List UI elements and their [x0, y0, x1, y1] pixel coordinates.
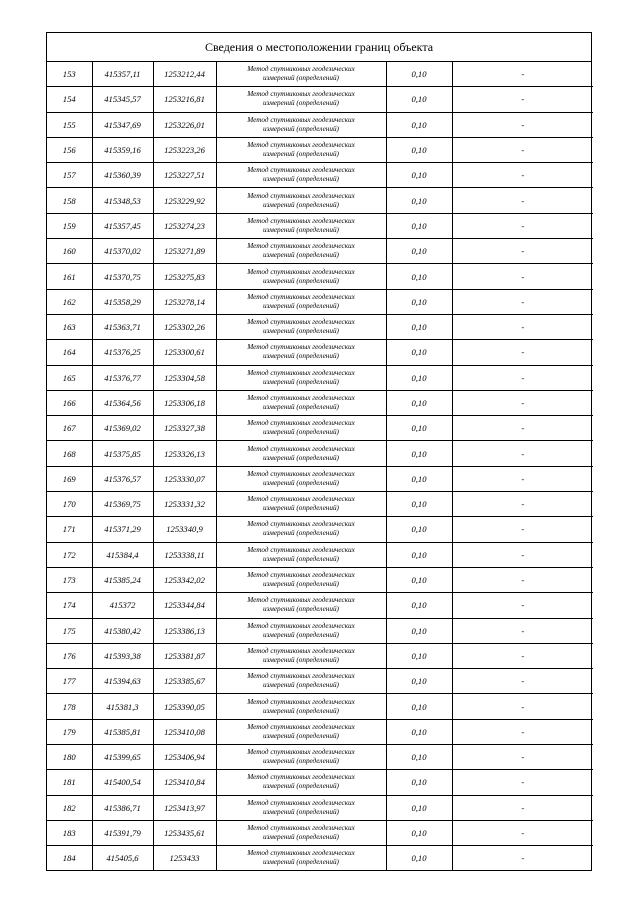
- accuracy-value: 0,10: [386, 795, 452, 820]
- coordinate-x: 415363,71: [92, 314, 153, 339]
- coordinate-y: 1253410,08: [153, 719, 216, 744]
- coordinate-y: 1253386,13: [153, 618, 216, 643]
- description-value: -: [452, 795, 593, 820]
- method-line-2: измерений (определений): [263, 706, 339, 715]
- point-number: 164: [47, 340, 92, 365]
- method-line-2: измерений (определений): [263, 807, 339, 816]
- description-value: -: [452, 694, 593, 719]
- method-cell: [216, 289, 386, 314]
- method-cell: [216, 264, 386, 289]
- table-row: [47, 163, 593, 188]
- method-line-2: измерений (определений): [263, 630, 339, 639]
- method-line-1: Метод спутниковых геодезических: [247, 773, 355, 782]
- method-line-1: Метод спутниковых геодезических: [247, 621, 355, 630]
- description-value: -: [452, 466, 593, 491]
- table-row: [47, 137, 593, 162]
- description-value: -: [452, 593, 593, 618]
- method-line-2: измерений (определений): [263, 301, 339, 310]
- point-number: 153: [47, 62, 92, 87]
- method-line-1: Метод спутниковых геодезических: [247, 469, 355, 478]
- coordinate-y: 1253278,14: [153, 289, 216, 314]
- coordinate-y: 1253410,84: [153, 770, 216, 795]
- description-value: -: [452, 542, 593, 567]
- description-value: -: [521, 853, 525, 864]
- accuracy-value: 0,10: [386, 820, 452, 845]
- method-line-2: измерений (определений): [263, 833, 339, 842]
- method-line-1: Метод спутниковых геодезических: [247, 242, 355, 251]
- coordinate-y: 1253226,01: [153, 112, 216, 137]
- coordinate-y: 1253338,11: [153, 542, 216, 567]
- accuracy-value: 0,10: [386, 62, 452, 87]
- coordinate-y: 1253433: [153, 846, 216, 871]
- coordinate-y: 1253229,92: [153, 188, 216, 213]
- method-cell: [216, 163, 386, 188]
- point-number: 161: [47, 264, 92, 289]
- method-line-1: Метод спутниковых геодезических: [247, 824, 355, 833]
- description-value: -: [452, 188, 593, 213]
- table-row: [47, 62, 593, 87]
- accuracy-value: 0,10: [386, 466, 452, 491]
- coordinate-x: 415386,71: [92, 795, 153, 820]
- method-cell: [216, 770, 386, 795]
- method-line-1: Метод спутниковых геодезических: [247, 748, 355, 757]
- method-cell: [216, 593, 386, 618]
- method-cell: [216, 416, 386, 441]
- method-cell: [216, 213, 386, 238]
- method-cell: [216, 441, 386, 466]
- description-value: -: [452, 643, 593, 668]
- method-line-2: измерений (определений): [263, 377, 339, 386]
- coordinate-x: 415357,45: [92, 213, 153, 238]
- accuracy-value: 0,10: [386, 416, 452, 441]
- method-line-2: измерений (определений): [263, 554, 339, 563]
- coordinate-x: 415385,24: [92, 567, 153, 592]
- point-number: 163: [47, 314, 92, 339]
- description-value: -: [452, 745, 593, 770]
- method-line-2: измерений (определений): [263, 757, 339, 766]
- method-line-2: измерений (определений): [263, 175, 339, 184]
- method-cell: [216, 694, 386, 719]
- description-value: -: [452, 112, 593, 137]
- method-line-1: Метод спутниковых геодезических: [247, 90, 355, 99]
- method-cell: [216, 365, 386, 390]
- table-row: [47, 694, 593, 719]
- method-line-1: Метод спутниковых геодезических: [247, 520, 355, 529]
- method-line-1: Метод спутниковых геодезических: [247, 141, 355, 150]
- coordinate-y: 1253326,13: [153, 441, 216, 466]
- coordinate-y: 1253330,07: [153, 466, 216, 491]
- coordinate-y: 1253271,89: [153, 239, 216, 264]
- method-cell: [216, 643, 386, 668]
- method-line-1: Метод спутниковых геодезических: [247, 216, 355, 225]
- accuracy-value: 0,10: [386, 340, 452, 365]
- method-cell: [216, 719, 386, 744]
- method-line-1: Метод спутниковых геодезических: [247, 166, 355, 175]
- table-row: [47, 239, 593, 264]
- point-number: 170: [47, 492, 92, 517]
- point-number: 181: [47, 770, 92, 795]
- accuracy-value: 0,10: [386, 643, 452, 668]
- table-row: [47, 365, 593, 390]
- table-row: [47, 314, 593, 339]
- method-cell: [216, 669, 386, 694]
- coordinate-x: 415358,29: [92, 289, 153, 314]
- table-row: [47, 719, 593, 744]
- point-number: 182: [47, 795, 92, 820]
- method-cell: [216, 314, 386, 339]
- coordinate-y: 1253327,38: [153, 416, 216, 441]
- coordinate-y: 1253275,83: [153, 264, 216, 289]
- accuracy-value: 0,10: [386, 745, 452, 770]
- coordinate-y: 1253227,51: [153, 163, 216, 188]
- coordinate-x: 415364,56: [92, 390, 153, 415]
- method-line-1: Метод спутниковых геодезических: [247, 368, 355, 377]
- table-row: [47, 820, 593, 845]
- document-sheet: [46, 32, 592, 871]
- method-line-1: Метод спутниковых геодезических: [247, 394, 355, 402]
- accuracy-value: 0,10: [386, 719, 452, 744]
- method-line-2: измерений (определений): [263, 453, 339, 462]
- method-line-2: измерений (определений): [263, 200, 339, 209]
- method-cell: [216, 340, 386, 365]
- table-row: [47, 390, 593, 415]
- method-line-2: измерений (определений): [263, 504, 339, 513]
- accuracy-value: 0,10: [386, 441, 452, 466]
- description-value: -: [452, 264, 593, 289]
- description-value: -: [452, 441, 593, 466]
- point-number: 157: [47, 163, 92, 188]
- coordinate-y: 1253406,94: [153, 745, 216, 770]
- coordinate-x: 415394,63: [92, 669, 153, 694]
- point-number: 174: [47, 593, 92, 618]
- description-value: -: [452, 770, 593, 795]
- table-row: [47, 517, 593, 542]
- coordinate-x: 415376,25: [92, 340, 153, 365]
- method-line-1: Метод спутниковых геодезических: [247, 545, 355, 554]
- accuracy-value: 0,10: [386, 390, 452, 415]
- method-line-1: Метод спутниковых геодезических: [247, 318, 355, 327]
- boundary-points-table: [47, 62, 593, 871]
- coordinate-x: 415399,65: [92, 745, 153, 770]
- method-cell: [216, 795, 386, 820]
- coordinate-y: 1253381,87: [153, 643, 216, 668]
- coordinate-x: 415348,53: [92, 188, 153, 213]
- accuracy-value: 0,10: [386, 112, 452, 137]
- method-cell: [216, 745, 386, 770]
- accuracy-value: 0,10: [386, 567, 452, 592]
- method-line-1: Метод спутниковых геодезических: [247, 571, 355, 580]
- method-line-2: измерений (определений): [263, 276, 339, 285]
- method-line-2: измерений (определений): [263, 150, 339, 159]
- method-line-1: Метод спутниковых геодезических: [247, 115, 355, 124]
- method-cell: [216, 618, 386, 643]
- coordinate-x: 415370,75: [92, 264, 153, 289]
- method-cell: [216, 112, 386, 137]
- coordinate-y: 1253344,84: [153, 593, 216, 618]
- point-number: 183: [47, 820, 92, 845]
- method-line-2: измерений (определений): [263, 352, 339, 361]
- coordinate-x: 415384,4: [92, 542, 153, 567]
- method-line-1: Метод спутниковых геодезических: [247, 495, 355, 504]
- method-line-1: Метод спутниковых геодезических: [247, 292, 355, 301]
- description-value: -: [452, 517, 593, 542]
- method-cell: [216, 62, 386, 87]
- accuracy-value: 0,10: [386, 694, 452, 719]
- table-row: [47, 416, 593, 441]
- method-cell: [216, 846, 386, 871]
- table-row: [47, 213, 593, 238]
- accuracy-value: 0,10: [386, 289, 452, 314]
- accuracy-value: 0,10: [386, 314, 452, 339]
- point-number: 155: [47, 112, 92, 137]
- description-value: -: [452, 163, 593, 188]
- method-cell: [216, 542, 386, 567]
- method-cell: [216, 87, 386, 112]
- table-row: [47, 669, 593, 694]
- coordinate-x: 415405,6: [92, 846, 153, 871]
- description-value: -: [452, 213, 593, 238]
- table-row: [47, 264, 593, 289]
- description-value: -: [452, 416, 593, 441]
- method-line-1: Метод спутниковых геодезических: [247, 646, 355, 655]
- method-line-1: Метод спутниковых геодезических: [247, 267, 355, 276]
- table-row: [47, 770, 593, 795]
- point-number: 162: [47, 289, 92, 314]
- method-line-2: измерений (определений): [263, 428, 339, 437]
- accuracy-value: 0,10: [386, 188, 452, 213]
- description-value: -: [452, 719, 593, 744]
- method-line-2: измерений (определений): [263, 225, 339, 234]
- description-value: -: [452, 618, 593, 643]
- method-line-2: измерений (определений): [263, 580, 339, 589]
- description-value: -: [452, 492, 593, 517]
- table-row: [47, 441, 593, 466]
- method-line-1: Метод спутниковых геодезических: [247, 672, 355, 681]
- description-value: -: [452, 567, 593, 592]
- accuracy-value: 0,10: [386, 365, 452, 390]
- method-line-1: Метод спутниковых геодезических: [247, 697, 355, 706]
- table-row: [47, 466, 593, 491]
- accuracy-value: 0,10: [386, 492, 452, 517]
- coordinate-x: 415357,11: [92, 62, 153, 87]
- point-number: 160: [47, 239, 92, 264]
- description-value: -: [452, 137, 593, 162]
- coordinate-x: 415375,85: [92, 441, 153, 466]
- point-number: 177: [47, 669, 92, 694]
- accuracy-value: 0,10: [386, 264, 452, 289]
- method-cell: [216, 137, 386, 162]
- coordinate-y: 1253302,26: [153, 314, 216, 339]
- method-line-2: измерений (определений): [263, 655, 339, 664]
- description-value: -: [452, 390, 593, 415]
- method-line-2: измерений (определений): [263, 403, 339, 411]
- method-line-1: Метод спутниковых геодезических: [247, 596, 355, 605]
- method-cell: [216, 239, 386, 264]
- coordinate-x: 415359,16: [92, 137, 153, 162]
- point-number: 175: [47, 618, 92, 643]
- table-row: [47, 340, 593, 365]
- coordinate-y: 1253212,44: [153, 62, 216, 87]
- method-line-2: измерений (определений): [263, 731, 339, 740]
- method-line-2: измерений (определений): [263, 251, 339, 260]
- accuracy-value: 0,10: [386, 846, 452, 871]
- accuracy-value: 0,10: [386, 163, 452, 188]
- coordinate-x: 415360,39: [92, 163, 153, 188]
- method-line-1: Метод спутниковых геодезических: [247, 191, 355, 200]
- point-number: 166: [47, 390, 92, 415]
- table-row: [47, 745, 593, 770]
- boundary-points-body: [47, 62, 593, 871]
- coordinate-x: 415385,81: [92, 719, 153, 744]
- coordinate-x: 415376,57: [92, 466, 153, 491]
- method-line-1: Метод спутниковых геодезических: [247, 419, 355, 428]
- accuracy-value: 0,10: [386, 239, 452, 264]
- point-number: 156: [47, 137, 92, 162]
- accuracy-value: 0,10: [386, 137, 452, 162]
- description-value: -: [452, 289, 593, 314]
- accuracy-value: 0,10: [386, 213, 452, 238]
- coordinate-y: 1253340,9: [153, 517, 216, 542]
- coordinate-y: 1253342,02: [153, 567, 216, 592]
- coordinate-y: 1253216,81: [153, 87, 216, 112]
- table-row: [47, 643, 593, 668]
- point-number: 184: [47, 846, 92, 871]
- method-cell: [216, 492, 386, 517]
- method-cell: [216, 820, 386, 845]
- coordinate-x: 415381,3: [92, 694, 153, 719]
- method-cell: [216, 188, 386, 213]
- accuracy-value: 0,10: [386, 770, 452, 795]
- method-line-2: измерений (определений): [263, 327, 339, 336]
- point-number: 176: [47, 643, 92, 668]
- table-row: [47, 542, 593, 567]
- method-line-2: измерений (определений): [263, 74, 339, 83]
- accuracy-value: 0,10: [386, 87, 452, 112]
- method-line-1: Метод спутниковых геодезических: [247, 722, 355, 731]
- point-number: 168: [47, 441, 92, 466]
- coordinate-y: 1253413,97: [153, 795, 216, 820]
- description-value: -: [452, 820, 593, 845]
- method-line-2: измерений (определений): [263, 478, 339, 487]
- method-line-2: измерений (определений): [263, 858, 339, 867]
- table-row: [47, 593, 593, 618]
- point-number: 158: [47, 188, 92, 213]
- coordinate-y: 1253331,32: [153, 492, 216, 517]
- method-line-2: измерений (определений): [263, 124, 339, 133]
- document-title: Сведения о местоположении границ объекта: [47, 33, 591, 62]
- method-cell: [216, 517, 386, 542]
- point-number: 179: [47, 719, 92, 744]
- table-row: [47, 87, 593, 112]
- point-number: 172: [47, 542, 92, 567]
- table-row: [47, 112, 593, 137]
- coordinate-y: 1253300,61: [153, 340, 216, 365]
- description-value: -: [452, 669, 593, 694]
- coordinate-x: 415400,54: [92, 770, 153, 795]
- coordinate-x: 415391,79: [92, 820, 153, 845]
- description-value: -: [452, 239, 593, 264]
- point-number: 154: [47, 87, 92, 112]
- table-row: [47, 188, 593, 213]
- accuracy-value: 0,10: [386, 517, 452, 542]
- coordinate-y: 1253306,18: [153, 390, 216, 415]
- accuracy-value: 0,10: [386, 593, 452, 618]
- description-value: -: [452, 340, 593, 365]
- table-row: [47, 846, 593, 871]
- coordinate-x: 415372: [92, 593, 153, 618]
- point-number: 180: [47, 745, 92, 770]
- description-value: -: [452, 314, 593, 339]
- description-value: -: [452, 87, 593, 112]
- description-value: -: [452, 365, 593, 390]
- method-line-1: Метод спутниковых геодезических: [247, 343, 355, 352]
- method-line-2: измерений (определений): [263, 782, 339, 791]
- coordinate-x: 415393,38: [92, 643, 153, 668]
- coordinate-y: 1253223,26: [153, 137, 216, 162]
- method-line-2: измерений (определений): [263, 99, 339, 108]
- point-number: 171: [47, 517, 92, 542]
- accuracy-value: 0,10: [386, 618, 452, 643]
- coordinate-x: 415370,02: [92, 239, 153, 264]
- method-line-2: измерений (определений): [263, 529, 339, 538]
- table-row: [47, 289, 593, 314]
- coordinate-x: 415376,77: [92, 365, 153, 390]
- coordinate-x: 415347,69: [92, 112, 153, 137]
- point-number: 178: [47, 694, 92, 719]
- coordinate-y: 1253385,67: [153, 669, 216, 694]
- table-row: [47, 618, 593, 643]
- coordinate-y: 1253304,58: [153, 365, 216, 390]
- method-cell: [216, 390, 386, 415]
- point-number: 173: [47, 567, 92, 592]
- description-value: -: [452, 62, 593, 87]
- method-line-1: Метод спутниковых геодезических: [247, 444, 355, 453]
- point-number: 169: [47, 466, 92, 491]
- accuracy-value: 0,10: [386, 669, 452, 694]
- table-row: [47, 567, 593, 592]
- coordinate-y: 1253390,05: [153, 694, 216, 719]
- coordinate-x: 415380,42: [92, 618, 153, 643]
- method-line-1: Метод спутниковых геодезических: [247, 65, 355, 74]
- point-number: 159: [47, 213, 92, 238]
- method-line-2: измерений (определений): [263, 681, 339, 690]
- coordinate-x: 415369,02: [92, 416, 153, 441]
- point-number: 165: [47, 365, 92, 390]
- method-line-1: Метод спутниковых геодезических: [247, 798, 355, 807]
- method-cell: [216, 466, 386, 491]
- coordinate-y: 1253435,61: [153, 820, 216, 845]
- method-cell: [216, 567, 386, 592]
- method-line-2: измерений (определений): [263, 605, 339, 614]
- method-line-1: Метод спутниковых геодезических: [247, 849, 355, 858]
- point-number: 167: [47, 416, 92, 441]
- table-row: [47, 795, 593, 820]
- coordinate-x: 415345,57: [92, 87, 153, 112]
- table-row: [47, 492, 593, 517]
- coordinate-x: 415369,75: [92, 492, 153, 517]
- coordinate-x: 415371,29: [92, 517, 153, 542]
- accuracy-value: 0,10: [386, 542, 452, 567]
- coordinate-y: 1253274,23: [153, 213, 216, 238]
